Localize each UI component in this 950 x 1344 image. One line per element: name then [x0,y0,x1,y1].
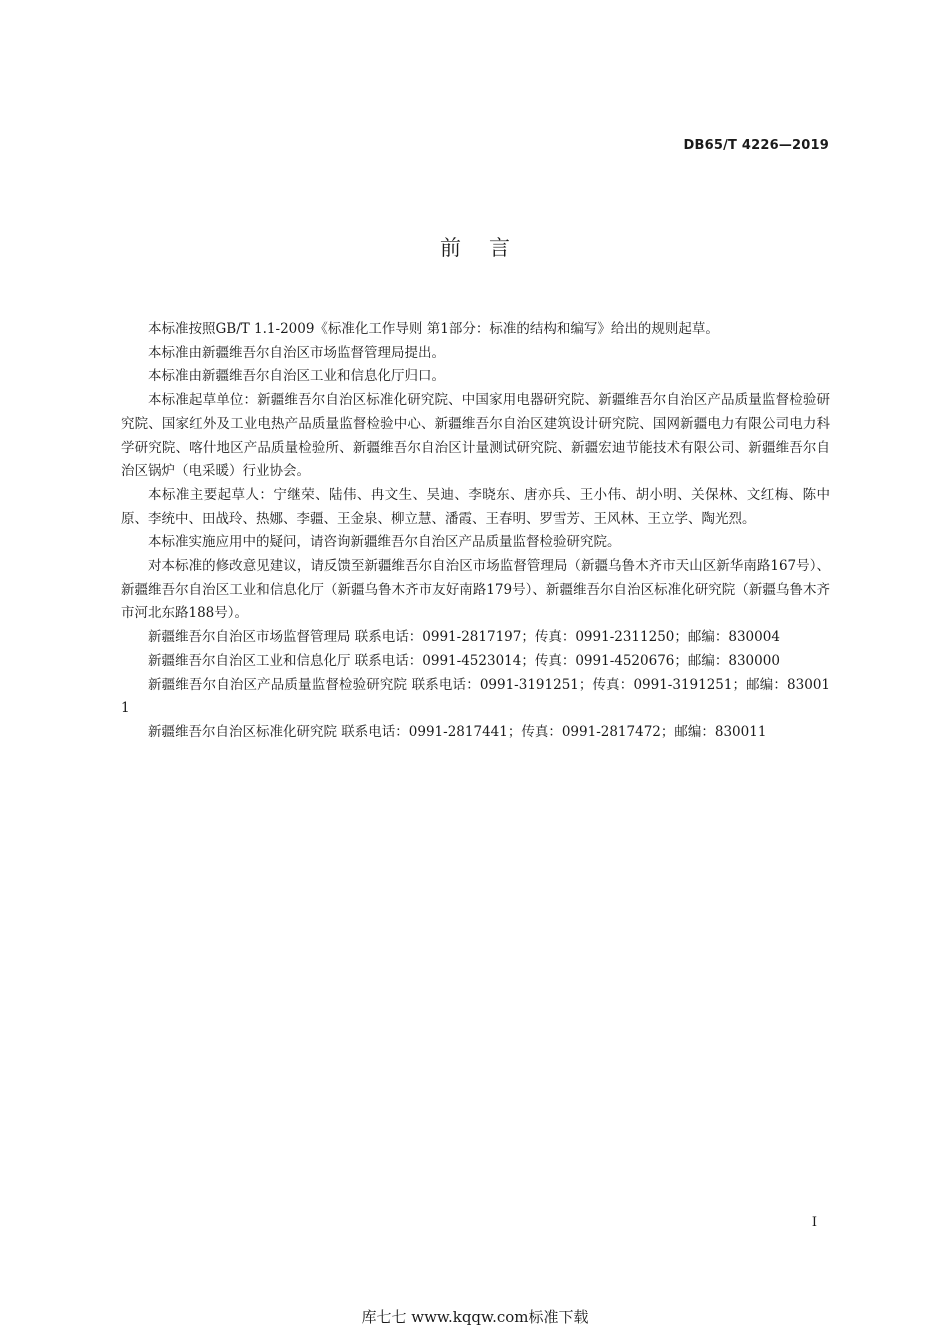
paragraph-drafters: 本标准主要起草人：宁继荣、陆伟、冉文生、吴迪、李晓东、唐亦兵、王小伟、胡小明、关保林、文红梅、陈中原、李统中、田战玲、热娜、李疆、王金泉、柳立慧、潘霞、王春明、罗雪芳、王风林、王立学、陶光烈。 [121,486,830,527]
standard-code: DB65/T 4226—2019 [683,138,829,153]
paragraph-drafting-rules: 本标准按照GB/T 1.1-2009《标准化工作导则 第1部分：标准的结构和编写》给出的规则起草。 [148,321,719,337]
contact-standardization-institute: 新疆维吾尔自治区标准化研究院 联系电话：0991-2817441；传真：0991-2817472；邮编：830011 [148,723,767,740]
paragraph-inquiries: 本标准实施应用中的疑问，请咨询新疆维吾尔自治区产品质量监督检验研究院。 [148,534,621,551]
footer-watermark: 库七七 www.kqqw.com标准下载 [361,1308,589,1326]
foreword-body [121,318,830,745]
contact-quality-institute: 新疆维吾尔自治区产品质量监督检验研究院 联系电话：0991-3191251；传真：0991-3191251；邮编：830011 [121,676,830,717]
paragraph-feedback: 对本标准的修改意见建议，请反馈至新疆维吾尔自治区市场监督管理局（新疆乌鲁木齐市天山区新华南路167号）、新疆维吾尔自治区工业和信息化厅（新疆乌鲁木齐市友好南路179号）、新疆维吾尔自治区标准化研究院（新疆乌鲁木齐市河北东路188号）。 [121,558,830,622]
paragraph-centralized: 本标准由新疆维吾尔自治区工业和信息化厅归口。 [148,368,445,385]
paragraph-proposer: 本标准由新疆维吾尔自治区市场监督管理局提出。 [148,344,445,361]
contact-market-bureau: 新疆维吾尔自治区市场监督管理局 联系电话：0991-2817197；传真：0991-2311250；邮编：830004 [148,629,780,646]
paragraph-drafting-units: 本标准起草单位：新疆维吾尔自治区标准化研究院、中国家用电器研究院、新疆维吾尔自治区产品质量监督检验研究院、国家红外及工业电热产品质量监督检验中心、新疆维吾尔自治区建筑设计研究院、国网新疆电力有限公司电力科学研究院、喀什地区产品质量检验所、新疆维吾尔自治区计量测试研究院、新疆宏迪节能技术有限公司、新疆维吾尔自治区锅炉（电采暖）行业协会。 [121,392,830,480]
page-title: 前言 [440,236,538,260]
contact-industry-dept: 新疆维吾尔自治区工业和信息化厅 联系电话：0991-4523014；传真：0991-4520676；邮编：830000 [148,652,780,669]
page-number: I [811,1215,817,1230]
